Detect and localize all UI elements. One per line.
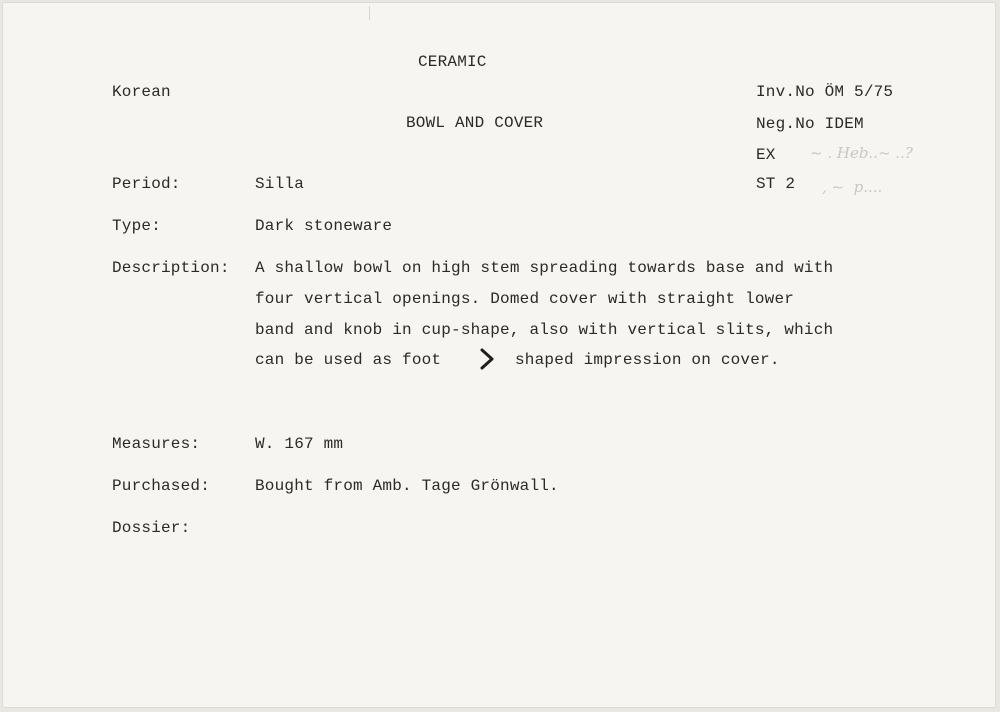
description-label: Description: xyxy=(112,259,230,277)
description-line-start: can be used as foot xyxy=(255,351,442,369)
purchased-value: Bought from Amb. Tage Grönwall. xyxy=(255,477,559,495)
card-edge-mark xyxy=(369,6,370,20)
object-title: BOWL AND COVER xyxy=(406,114,544,132)
category-heading: CERAMIC xyxy=(418,53,487,71)
negative-number: Neg.No IDEM xyxy=(756,115,864,133)
type-label: Type: xyxy=(112,217,162,235)
inventory-number: Inv.No ÖM 5/75 xyxy=(756,83,894,101)
faint-pencil-note: ~ . Heb..~ ..? xyxy=(810,144,913,162)
origin-label: Korean xyxy=(112,83,171,101)
measures-value: W. 167 mm xyxy=(255,435,344,453)
type-value: Dark stoneware xyxy=(255,217,393,235)
measures-label: Measures: xyxy=(112,435,201,453)
period-value: Silla xyxy=(255,175,305,193)
purchased-label: Purchased: xyxy=(112,477,211,495)
dossier-label: Dossier: xyxy=(112,519,191,537)
description-line: band and knob in cup-shape, also with vertical slits, which xyxy=(255,321,834,339)
description-line-end: shaped impression on cover. xyxy=(515,351,780,369)
chevron-right-icon xyxy=(479,347,495,371)
period-label: Period: xyxy=(112,175,181,193)
catalog-card xyxy=(2,2,996,708)
description-line: A shallow bowl on high stem spreading towards base and with xyxy=(255,259,834,277)
ex-mark: EX xyxy=(756,146,776,164)
description-line: four vertical openings. Domed cover with straight lower xyxy=(255,290,795,308)
storage-mark: ST 2 xyxy=(756,175,796,193)
faint-pencil-note: , ~ p.... xyxy=(822,178,883,196)
